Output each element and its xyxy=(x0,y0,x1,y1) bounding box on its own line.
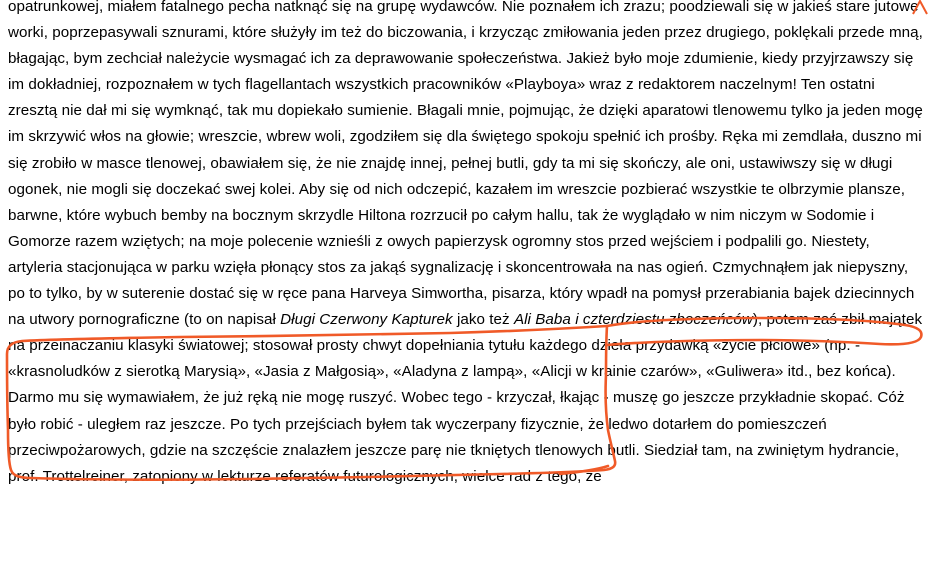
italic-title-run: Długi Czerwony Kapturek xyxy=(280,311,453,329)
text-run: Darmo mu się wymawiałem, że już ręką nie mogę ruszyć. Wobec tego - krzyczał, łkając - muszę go jeszcze przykładnie skopać. Cóż było robić - uległem raz jeszcze. Po tych przejściach byłem tak wyczerpany fizycznie, że ledwo dotarłem do pomieszczeń przeciwpożarowych, gdzie na szczęście znalazłem jeszcze parę nie tkniętych tlenowych butli. Siedział tam, na zwiniętym hydrancie, prof. Trottelreiner, zatopiony w lekturze referatów futurologicznych, wielce rad z tego, że xyxy=(8,389,905,485)
text-run: opatrunkowej, miałem fatalnego pecha natknąć się na grupę wydawców. Nie poznałem ich zrazu; poodziewali się w jakieś stare jutowe worki, poprzepasywali sznurami, które służyły im też do biczowania, i krzycząc zmiłowania jeden przez drugiego, poklękali przede mną, błagając, bym zechciał należycie wysmagać ich za deprawowanie społeczeństwa. Jakież było moje zdumienie, kiedy przyjrzawszy się im dokładniej, rozpoznałem w tych flagellantach wszystkich pracowników «Playboya» wraz z redaktorem naczelnym! Ten ostatni zresztą nie dał mi się wymknąć, tak mu dopiekało sumienie. Błagali mnie, pojmując, że dzięki aparatowi tlenowemu tylko ja jeden mogę im skrzywić włos na głowie; wreszcie, wbrew woli, zgodziłem się dla świętego spokoju spełnić ich prośby. Ręka mi zemdlała, duszno mi się zrobiło w masce tlenowej, obawiałem się, że nie znajdę innej, pełnej butli, gdy ta mi się skończy, ale oni, ustawiwszy się w długi ogonek, nie mogli się doczekać swej kolei. Aby się od nich odczepić, kazałem im wreszcie pozbierać wszystkie te olbrzymie plansze, barwne, które wybuch bemby na bocznym skrzydle Hiltona rozrzucił po całym hallu, tak że wyglądało w nim niczym w Sodomie i Gomorze razem wziętych; na moje polecenie wznieśli z owych papierzysk ogromny stos przed wejściem i podpalili go. Niestety, artyleria stacjonująca w parku wzięła płonący stos za jakąś sygnalizację i skoncentrowała na nas ogień. xyxy=(8,0,923,276)
paragraph xyxy=(8,0,925,490)
text-run: ), potem zaś zbił majątek na przeinaczaniu klasyki światowej; stosował prosty chwyt dopełniania tytułu każdego dzieła przydawką «życie płciowe» (np. - «krasnoludków z sierotką Marysią», «Jasia z Małgosią», «Aladyna z lampą», «Alicji w krainie czarów», «Guliwera» itd., bez końca). xyxy=(8,311,923,381)
page-corner-mark-icon xyxy=(911,0,929,16)
italic-title-run: Ali Baba i czterdziestu zboczeńców xyxy=(513,311,753,329)
text-run: Czmychnąłem jak niepyszny, po to tylko, by w suterenie dostać się w ręce pana Harveya Simwortha, pisarza, który wpadł na pomysł przerabiania bajek dziecinnych na utwory pornograficzne (to on napisał xyxy=(8,258,915,329)
text-run: jako też xyxy=(452,311,514,329)
document-text xyxy=(8,0,925,490)
